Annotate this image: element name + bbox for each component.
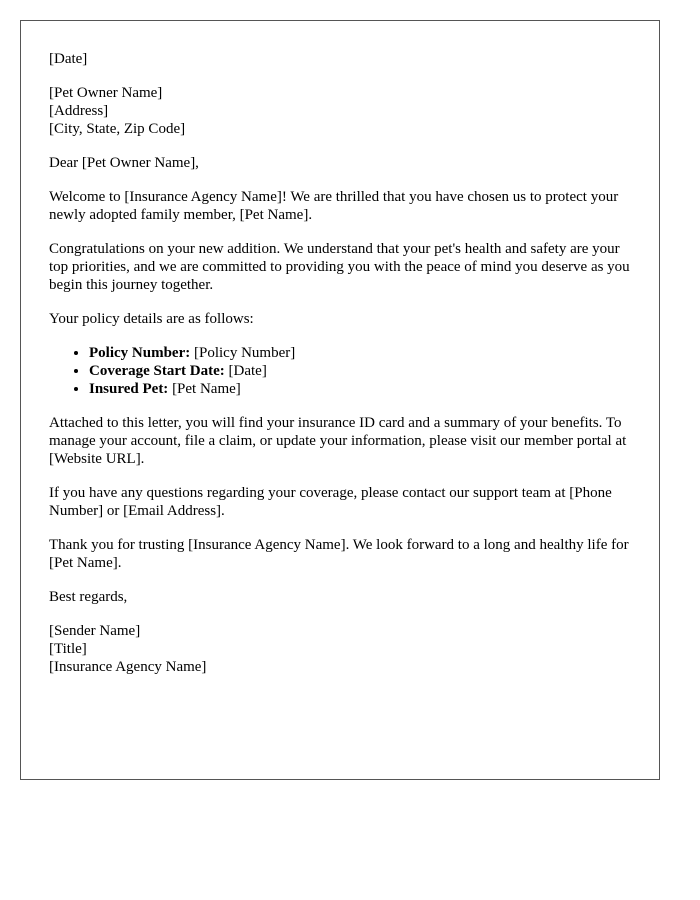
policy-intro-paragraph: Your policy details are as follows:: [49, 311, 254, 327]
questions-paragraph: If you have any questions regarding your coverage, please contact our support team at [Phone Number] or [Email Address].: [49, 485, 612, 519]
letter-page: [20, 20, 660, 780]
coverage-start-date-value: [Date]: [224, 363, 267, 379]
sender-name: [Sender Name]: [49, 623, 141, 639]
attachments-paragraph: Attached to this letter, you will find your insurance ID card and a summary of your benefits. To manage your account, file a claim, or update your information, please visit our member portal at [Website URL].: [49, 415, 627, 467]
letter-body: [49, 50, 641, 692]
thanks-paragraph: Thank you for trusting [Insurance Agency Name]. We look forward to a long and healthy life for [Pet Name].: [49, 537, 629, 571]
coverage-start-date-label: Coverage Start Date:: [89, 363, 225, 379]
insured-pet-label: Insured Pet:: [89, 381, 169, 397]
sender-title: [Title]: [49, 641, 87, 657]
policy-detail-item: [89, 362, 641, 380]
welcome-paragraph: Welcome to [Insurance Agency Name]! We are thrilled that you have chosen us to protect your newly adopted family member, [Pet Name].: [49, 189, 619, 223]
recipient-city-state-zip: [City, State, Zip Code]: [49, 121, 186, 137]
policy-number-value: [Policy Number]: [190, 345, 296, 361]
policy-details-list: [49, 344, 641, 398]
policy-number-label: Policy Number:: [89, 345, 191, 361]
insured-pet-value: [Pet Name]: [168, 381, 241, 397]
sender-agency: [Insurance Agency Name]: [49, 659, 207, 675]
recipient-address: [Address]: [49, 103, 109, 119]
signature-block: [49, 622, 641, 676]
letter-date: [Date]: [49, 51, 88, 67]
salutation: Dear [Pet Owner Name],: [49, 155, 199, 171]
policy-detail-item: [89, 380, 641, 398]
policy-detail-item: [89, 344, 641, 362]
congratulations-paragraph: Congratulations on your new addition. We understand that your pet's health and safety are your top priorities, and we are committed to providing you with the peace of mind you deserve as you begin this journey together.: [49, 241, 630, 293]
recipient-name: [Pet Owner Name]: [49, 85, 163, 101]
closing: Best regards,: [49, 589, 128, 605]
recipient-block: [49, 84, 641, 138]
